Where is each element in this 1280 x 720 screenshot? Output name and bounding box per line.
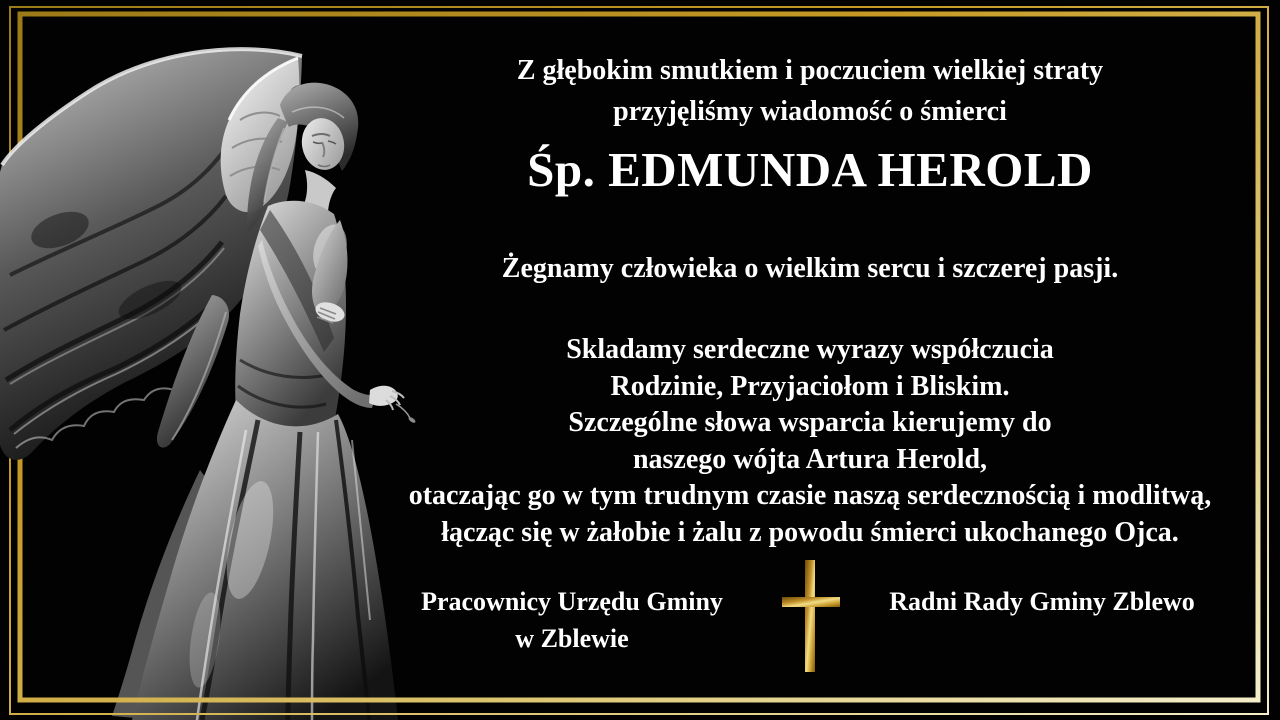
cross-horizontal-bar (782, 597, 840, 607)
signature-left-line-1: Pracownicy Urzędu Gminy (421, 587, 723, 616)
signature-right: Radni Rady Gminy Zblewo (889, 587, 1195, 616)
condolence-line-1: Skladamy serdeczne wyrazy współczucia (566, 334, 1054, 365)
condolence-line-3: Szczególne słowa wsparcia kierujemy do (568, 407, 1052, 438)
intro-line-1: Z głębokim smutkiem i poczuciem wielkiej straty (516, 55, 1104, 86)
signature-left (421, 583, 723, 657)
condolence-block (370, 332, 1250, 551)
condolence-line-5: otaczając go w tym trudnym czasie naszą serdecznością i modlitwą, (408, 480, 1212, 511)
intro-block (370, 50, 1250, 132)
deceased-name: Śp. EDMUNDA HEROLD (527, 142, 1093, 197)
cross-vertical-bar (805, 560, 815, 672)
cross-icon (779, 559, 849, 680)
condolence-line-6: łącząc się w żałobie i żalu z powodu śmierci ukochanego Ojca. (441, 516, 1179, 548)
condolence-line-4: naszego wójta Artura Herold, (632, 443, 988, 475)
condolence-line-2: Rodzinie, Przyjaciołom i Bliskim. (610, 370, 1010, 402)
intro-line-2: przyjęliśmy wiadomość o śmierci (613, 96, 1007, 127)
tribute-line: Żegnamy człowieka o wielkim sercu i szczerej pasji. (501, 253, 1119, 284)
signature-left-line-2: w Zblewie (515, 624, 629, 653)
